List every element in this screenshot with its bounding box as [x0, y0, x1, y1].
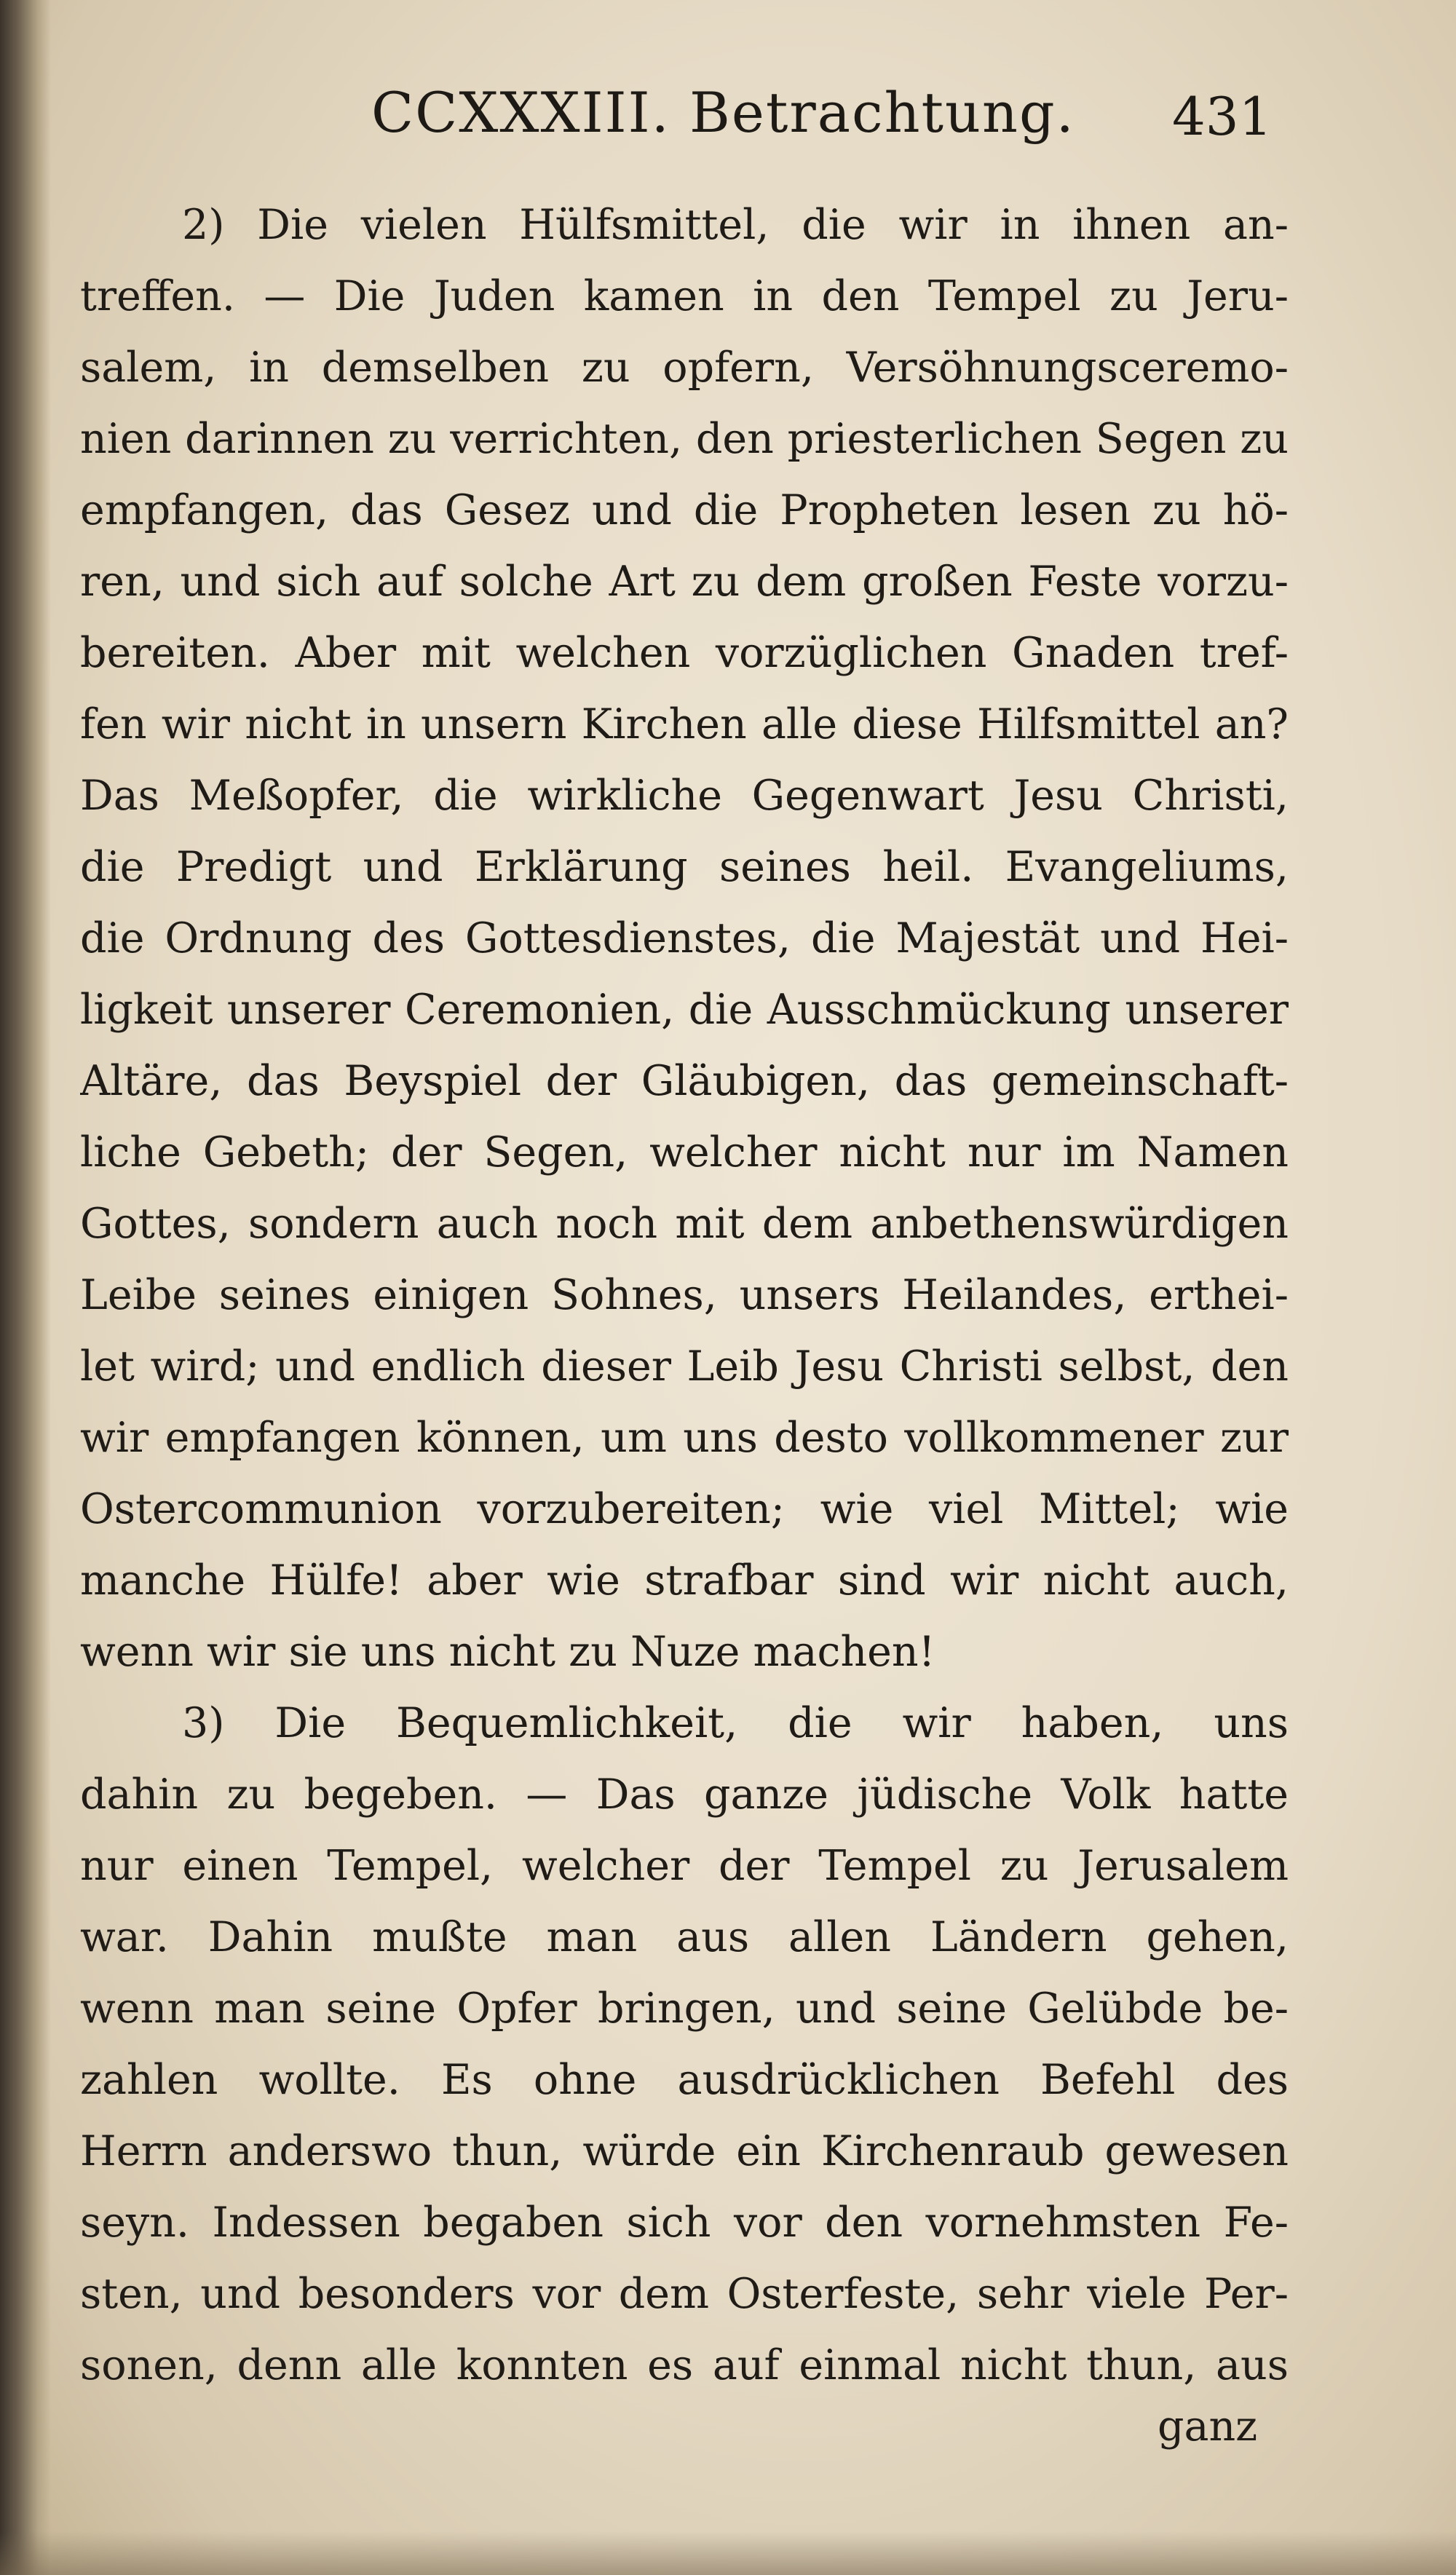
- text-line: treffen. — Die Juden kamen in den Tempel zu Jeru-: [80, 272, 1289, 320]
- text-line: ligkeit unserer Ceremonien, die Ausschmückung unserer: [80, 986, 1289, 1034]
- text-line: manche Hülfe! aber wie strafbar sind wir nicht auch,: [80, 1557, 1289, 1605]
- text-line: wir empfangen können, um uns desto vollkommener zur: [80, 1414, 1289, 1462]
- text-line: Altäre, das Beyspiel der Gläubigen, das gemeinschaft-: [80, 1057, 1289, 1105]
- text-line: Herrn anderswo thun, würde ein Kirchenraub gewesen: [80, 2127, 1289, 2175]
- text-line: fen wir nicht in unsern Kirchen alle diese Hilfsmittel an?: [80, 700, 1289, 748]
- page-edge-shadow: [0, 2531, 1456, 2575]
- text-line: zahlen wollte. Es ohne ausdrücklichen Befehl des: [80, 2056, 1289, 2104]
- text-line: nien darinnen zu verrichten, den priesterlichen Segen zu: [80, 415, 1289, 463]
- text-line: liche Gebeth; der Segen, welcher nicht nur im Namen: [80, 1128, 1289, 1176]
- text-line: war. Dahin mußte man aus allen Ländern gehen,: [80, 1913, 1289, 1961]
- text-line: bereiten. Aber mit welchen vorzüglichen Gnaden tref-: [80, 629, 1289, 677]
- text-line: 2) Die vielen Hülfsmittel, die wir in ihnen an-: [182, 201, 1289, 249]
- running-head: CCXXXIII. Betrachtung.: [371, 80, 1075, 145]
- binding-gutter: [0, 0, 51, 2575]
- page-header: [0, 66, 1456, 167]
- catchword: ganz: [1158, 2402, 1258, 2451]
- text-line: ren, und sich auf solche Art zu dem großen Feste vorzu-: [80, 558, 1289, 606]
- text-line: Leibe seines einigen Sohnes, unsers Heilandes, erthei-: [80, 1271, 1289, 1319]
- text-line: Ostercommunion vorzubereiten; wie viel Mittel; wie: [80, 1485, 1289, 1533]
- text-line: empfangen, das Gesez und die Propheten lesen zu hö-: [80, 486, 1289, 534]
- page-number: 431: [1172, 86, 1273, 147]
- text-line: seyn. Indessen begaben sich vor den vornehmsten Fe-: [80, 2199, 1289, 2247]
- text-line: nur einen Tempel, welcher der Tempel zu Jerusalem: [80, 1842, 1289, 1890]
- text-line: let wird; und endlich dieser Leib Jesu Christi selbst, den: [80, 1342, 1289, 1391]
- text-line: wenn wir sie uns nicht zu Nuze machen!: [80, 1628, 935, 1676]
- text-line: sonen, denn alle konnten es auf einmal nicht thun, aus: [80, 2341, 1289, 2389]
- text-line: salem, in demselben zu opfern, Versöhnungsceremo-: [80, 344, 1289, 392]
- text-line: Gottes, sondern auch noch mit dem anbethenswürdigen: [80, 1200, 1289, 1248]
- text-line: dahin zu begeben. — Das ganze jüdische Volk hatte: [80, 1771, 1289, 1819]
- text-line: wenn man seine Opfer bringen, und seine Gelübde be-: [80, 1985, 1289, 2033]
- text-line: die Predigt und Erklärung seines heil. Evangeliums,: [80, 843, 1289, 891]
- body-text: [80, 189, 1289, 2401]
- text-line: die Ordnung des Gottesdienstes, die Majestät und Hei-: [80, 914, 1289, 962]
- text-line: Das Meßopfer, die wirkliche Gegenwart Jesu Christi,: [80, 772, 1289, 820]
- text-line: 3) Die Bequemlichkeit, die wir haben, uns: [182, 1699, 1289, 1747]
- text-line: sten, und besonders vor dem Osterfeste, sehr viele Per-: [80, 2270, 1289, 2318]
